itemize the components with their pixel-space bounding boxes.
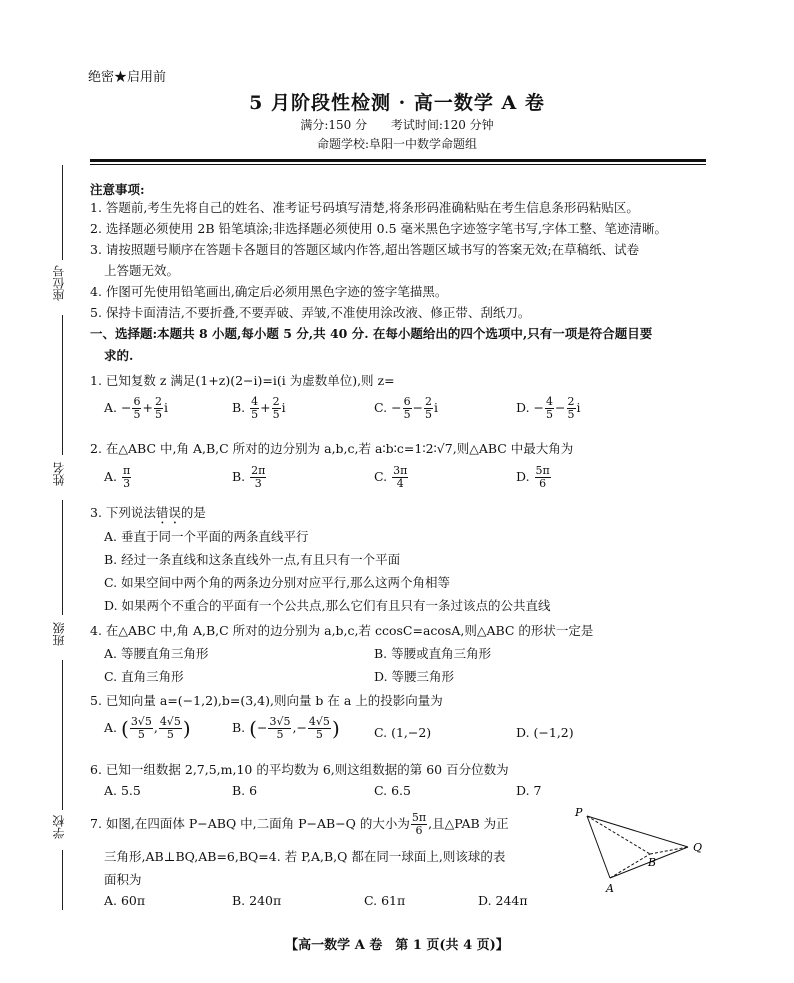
note-item: 1. 答题前,考生先将自己的姓名、准考证号码填写清楚,将条形码准确粘贴在考生信息条形码粘贴区。 (90, 200, 639, 215)
q7-option-b: B. 240π (232, 893, 282, 908)
q6-option-d: D. 7 (516, 783, 542, 798)
binding-line (62, 660, 63, 810)
note-item: 2. 选择题必须使用 2B 铅笔填涂;非选择题必须使用 0.5 毫米黑色字迹签字笔书写,字体工整、笔迹清晰。 (90, 221, 667, 236)
binding-line (62, 500, 63, 615)
q3-option-b: B. 经过一条直线和这条直线外一点,有且只有一个平面 (104, 552, 401, 567)
school-label: 学校 (52, 815, 66, 839)
vertex-label-p: P (575, 806, 583, 819)
question-7-stem-line3: 面积为 (104, 872, 142, 887)
notes-heading: 注意事项: (90, 182, 145, 197)
vertex-label-a: A (606, 882, 614, 895)
q6-option-c: C. 6.5 (374, 783, 411, 798)
q5-option-a: A. ( $\frac{3√5}{5}$ , $\frac{4√5}{5}$ ) (104, 715, 191, 741)
seat-label: 座位号 (52, 265, 66, 301)
q2-option-b: B. $\frac{2\pi}{3}$ (232, 464, 266, 490)
vertex-label-b: B (648, 856, 657, 869)
confidential-mark: 绝密★启用前 (88, 70, 167, 85)
q3-option-d: D. 如果两个不重合的平面有一个公共点,那么它们有且只有一条过该点的公共直线 (104, 598, 551, 613)
q2-option-d: D. $\frac{5\pi}{6}$ (516, 464, 550, 490)
emphasis-word: 错误 (155, 505, 181, 520)
question-3-stem: 3. 下列说法错误的是 (90, 505, 206, 520)
exam-title: 5 月阶段性检测 · 高一数学 A 卷 (249, 92, 545, 114)
exam-meta (0, 116, 794, 133)
q6-option-a: A. 5.5 (104, 783, 141, 798)
note-item: 3. 请按照题号顺序在答题卡各题目的答题区域内作答,超出答题区域书写的答案无效;在草稿纸、试卷 (90, 242, 640, 257)
question-7-stem-line2: 三角形,AB⊥BQ,AB=6,BQ=4. 若 P,A,B,Q 都在同一球面上,则该球的表 (104, 849, 506, 864)
q1-option-d: D. − $\frac{4}{5}$ − $\frac{2}{5}$ i (516, 395, 581, 421)
page-footer: 【高一数学 A 卷 第 1 页(共 4 页)】 (285, 938, 509, 953)
header-rule-thick (90, 159, 706, 162)
q3-option-a: A. 垂直于同一个平面的两条直线平行 (104, 529, 309, 544)
section-heading: 一、选择题:本题共 8 小题,每小题 5 分,共 40 分. 在每小题给出的四个选项中,只有一项是符合题目要 (90, 326, 653, 341)
q2-option-c: C. $\frac{3\pi}{4}$ (374, 464, 408, 490)
tetrahedron-figure (570, 800, 710, 895)
header-rule-thin (90, 164, 706, 165)
q7-option-c: C. 61π (364, 893, 406, 908)
full-score: 满分:150 分 (300, 118, 368, 132)
question-2-stem: 2. 在△ABC 中,角 A,B,C 所对的边分别为 a,b,c,若 a∶b∶c=1∶2∶√7,则△ABC 中最大角为 (90, 441, 574, 456)
q4-option-a: A. 等腰直角三角形 (104, 646, 209, 661)
vertex-label-q: Q (693, 841, 703, 854)
q1-option-a: A. − $\frac{6}{5}$ + $\frac{2}{5}$ i (104, 395, 168, 421)
q3-option-c: C. 如果空间中两个角的两条边分别对应平行,那么这两个角相等 (104, 575, 451, 590)
q7-option-a: A. 60π (104, 893, 146, 908)
q2-option-a: A. $\frac{\pi}{3}$ (104, 464, 131, 490)
exam-time: 考试时间:120 分钟 (390, 118, 494, 132)
question-7-stem: 7. 如图,在四面体 P−ABQ 中,二面角 P−AB−Q 的大小为 $\frac{5\pi}{6}$ ,且△PAB 为正 (90, 811, 509, 837)
section-heading-cont: 求的. (104, 348, 134, 363)
binding-line (62, 165, 63, 260)
note-item: 上答题无效。 (104, 263, 180, 278)
binding-line (62, 315, 63, 455)
q4-option-d: D. 等腰三角形 (374, 669, 455, 684)
q1-option-b: B. $\frac{4}{5}$ + $\frac{2}{5}$ i (232, 395, 286, 421)
note-item: 4. 作图可先使用铅笔画出,确定后必须用黑色字迹的签字笔描黑。 (90, 284, 448, 299)
question-4-stem: 4. 在△ABC 中,角 A,B,C 所对的边分别为 a,b,c,若 ccosC=acosA,则△ABC 的形状一定是 (90, 623, 594, 638)
note-item: 5. 保持卡面清洁,不要折叠,不要弄破、弄皱,不准使用涂改液、修正带、刮纸刀。 (90, 305, 531, 320)
q5-option-b: B. (− $\frac{3√5}{5}$ ,− $\frac{4√5}{5}$ ) (232, 715, 340, 741)
q6-option-b: B. 6 (232, 783, 258, 798)
question-5-stem: 5. 已知向量 a=(−1,2),b=(3,4),则向量 b 在 a 上的投影向量为 (90, 693, 443, 708)
question-1-stem: 1. 已知复数 z 满足(1+z)(2−i)=i(i 为虚数单位),则 z= (90, 373, 395, 388)
binding-line (62, 850, 63, 910)
name-label: 姓名 (52, 462, 66, 486)
q5-option-c: C. (1,−2) (374, 725, 432, 740)
q4-option-c: C. 直角三角形 (104, 669, 184, 684)
q1-option-c: C. − $\frac{6}{5}$ − $\frac{2}{5}$ i (374, 395, 439, 421)
exam-author: 命题学校:阜阳一中数学命题组 (316, 137, 478, 151)
q5-option-d: D. (−1,2) (516, 725, 574, 740)
question-6-stem: 6. 已知一组数据 2,7,5,m,10 的平均数为 6,则这组数据的第 60 百分位数为 (90, 762, 509, 777)
class-label: 班级 (52, 622, 66, 646)
q4-option-b: B. 等腰或直角三角形 (374, 646, 492, 661)
q7-option-d: D. 244π (478, 893, 528, 908)
